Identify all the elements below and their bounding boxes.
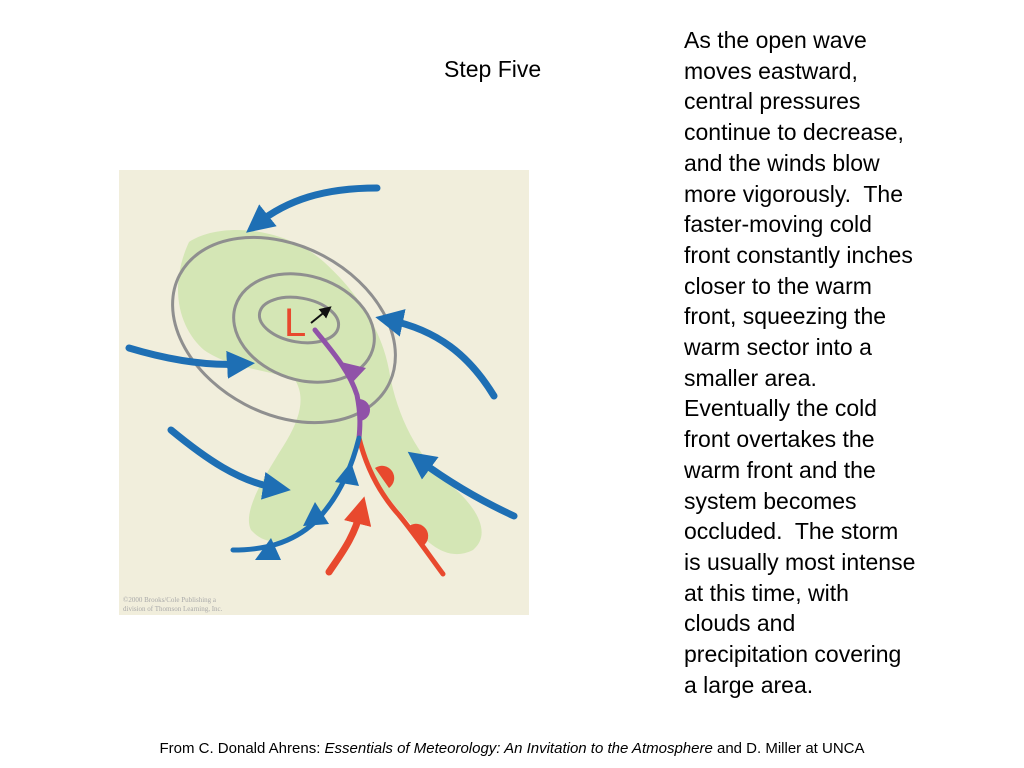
body-line: warm front and the [684, 456, 876, 483]
body-line: clouds and [684, 610, 796, 637]
body-line: precipitation covering [684, 641, 902, 668]
source-credit [0, 739, 1024, 759]
body-line: occluded. The storm [684, 518, 899, 545]
low-pressure-label: L [284, 301, 307, 345]
body-line: faster-moving cold [684, 211, 872, 238]
body-line: warm sector into a [684, 334, 872, 361]
credit-prefix: From C. Donald Ahrens: [159, 740, 325, 757]
body-line: moves eastward, [684, 57, 858, 84]
body-line: is usually most intense [684, 548, 916, 575]
body-line: system becomes [684, 487, 857, 514]
body-line: As the open wave [684, 27, 867, 53]
body-line: front, squeezing the [684, 303, 887, 330]
body-line: more vigorously. The [684, 180, 904, 207]
body-text [684, 25, 949, 700]
body-line: front overtakes the [684, 426, 875, 453]
credit-suffix: and D. Miller at UNCA [712, 740, 865, 757]
body-line: at this time, with [684, 579, 849, 606]
body-line: a large area. [684, 671, 814, 698]
slide-title: Step Five [444, 56, 542, 82]
body-line: Eventually the cold [684, 395, 878, 422]
occluded-front-diagram [119, 170, 529, 615]
book-title: Essentials of Meteorology: An Invitation to the Atmosphere [324, 740, 713, 757]
body-line: closer to the warm [684, 272, 872, 299]
body-line: smaller area. [684, 364, 817, 391]
body-line: central pressures [684, 88, 861, 115]
copyright-line-2: division of Thomson Learning, Inc. [123, 605, 223, 613]
body-line: front constantly inches [684, 241, 913, 268]
body-line: and the winds blow [684, 149, 880, 176]
body-line: continue to decrease, [684, 119, 904, 146]
copyright-line-1: ©2000 Brooks/Cole Publishing a [123, 596, 217, 604]
